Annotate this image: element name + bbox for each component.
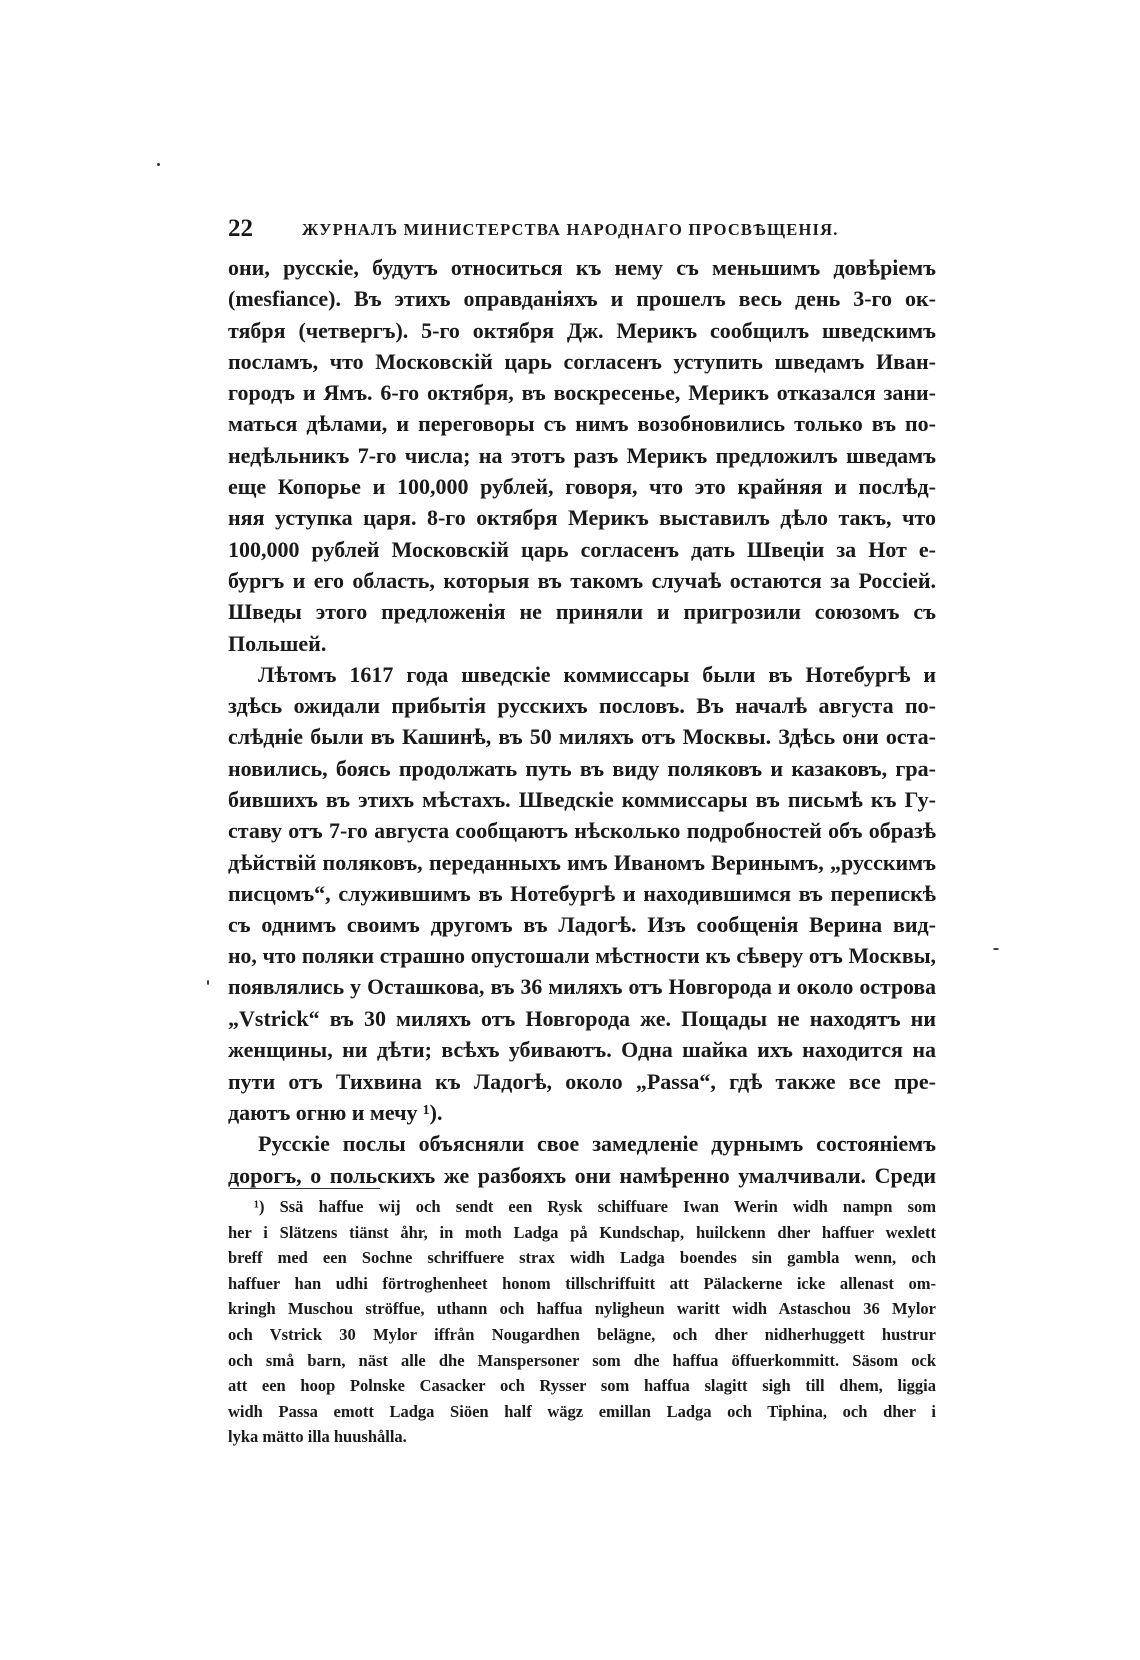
- text-line: (mesfiance). Въ этихъ оправданіяхъ и прошелъ весь день 3-го ок-: [228, 286, 936, 312]
- text-line: Польшей.: [228, 630, 327, 656]
- text-line: новились, боясь продолжать путь въ виду поляковъ и казаковъ, гра-: [228, 755, 936, 781]
- text-line: Русскіе послы объясняли свое замедленіе дурнымъ состояніемъ: [258, 1131, 936, 1157]
- footnote-line: att een hoop Polnske Casacker och Rysser som haffua slagitt sigh till dhem, liggia: [228, 1376, 936, 1396]
- dust-speck: [993, 948, 999, 950]
- footnote-divider: [230, 1188, 380, 1189]
- text-line: пути отъ Тихвина къ Ладогѣ, около „Passa“, гдѣ также все пре-: [228, 1068, 936, 1094]
- text-line: писцомъ“, служившимъ въ Нотебургѣ и находившимся въ перепискѣ: [228, 880, 936, 906]
- page-header: [228, 214, 936, 244]
- running-title: ЖУРНАЛЪ МИНИСТЕРСТВА НАРОДНАГО ПРОСВѢЩЕНІЯ.: [302, 220, 839, 239]
- text-line: городъ и Ямъ. 6-го октября, въ воскресенье, Мерикъ отказался зани-: [228, 380, 936, 406]
- text-line: посламъ, что Московскій царь согласенъ уступить шведамъ Иван-: [228, 348, 936, 374]
- footnote-line: breff med een Sochne schriffuere strax widh Ladga boendes sin gambla wenn, och: [228, 1248, 936, 1268]
- dust-speck: [207, 980, 209, 985]
- text-line: но, что поляки страшно опустошали мѣстности къ сѣверу отъ Москвы,: [228, 943, 936, 968]
- text-line: слѣдніе были въ Кашинѣ, въ 50 миляхъ отъ Москвы. Здѣсь они оста-: [228, 724, 936, 750]
- footnote-line: widh Passa emott Ladga Siöen half wägz emillan Ladga och Tiphina, och dher i: [228, 1401, 936, 1421]
- footnote-line: och små barn, näst alle dhe Manspersoner som dhe haffua öffuerkommitt. Säsom ock: [228, 1350, 936, 1370]
- main-text: [228, 252, 936, 1191]
- text-line: 100,000 рублей Московскій царь согласенъ дать Швеціи за Нот е-: [228, 536, 936, 562]
- text-line: здѣсь ожидали прибытія русскихъ пословъ. Въ началѣ августа по-: [228, 693, 936, 719]
- footnote-line: ¹) Ssä haffue wij och sendt een Rysk schiffuare Iwan Werin widh nampn som: [254, 1197, 936, 1216]
- footnote-line: haffuer han udhi förtroghenheet honom tillschriffuitt att Pälackerne icke allenast om-: [228, 1273, 936, 1293]
- text-line: съ однимъ своимъ другомъ въ Ладогѣ. Изъ сообщенія Верина вид-: [228, 912, 936, 938]
- text-line: Лѣтомъ 1617 года шведскіе коммиссары были въ Нотебургѣ и: [258, 661, 936, 687]
- text-line: тября (четвергъ). 5-го октября Дж. Мерикъ сообщилъ шведскимъ: [228, 317, 936, 343]
- footnote-line: kringh Muschou ströffue, uthann och haffua nyligheun waritt widh Astaschou 36 Mylor: [228, 1299, 936, 1319]
- text-line: дѣйствій поляковъ, переданныхъ имъ Иваномъ Веринымъ, „русскимъ: [228, 849, 936, 875]
- text-line: „Vstrick“ въ 30 миляхъ отъ Новгорода же. Пощады не находятъ ни: [228, 1006, 936, 1032]
- footnote-line: her i Slätzens tiänst åhr, in moth Ladga på Kundschap, huilckenn dher haffuer wexlett: [228, 1222, 936, 1242]
- text-line: Шведы этого предложенія не приняли и пригрозили союзомъ съ: [228, 599, 936, 625]
- text-line: появлялись у Осташкова, въ 36 миляхъ отъ Новгорода и около острова: [228, 974, 936, 999]
- text-line: женщины, ни дѣти; всѣхъ убиваютъ. Одна шайка ихъ находится на: [228, 1037, 936, 1063]
- footnote-block: [228, 1194, 936, 1450]
- page-number: 22: [228, 215, 253, 242]
- footnote-line: lyka mätto illa huushålla.: [228, 1427, 407, 1447]
- text-line: даютъ огню и мечу ¹).: [228, 1100, 443, 1126]
- text-line: еще Копорье и 100,000 рублей, говоря, что это крайняя и послѣд-: [228, 474, 936, 500]
- text-line: ставу отъ 7-го августа сообщаютъ нѣсколько подробностей объ образѣ: [228, 818, 936, 844]
- text-line: они, русскіе, будутъ относиться къ нему съ меньшимъ довѣріемъ: [228, 255, 936, 280]
- footnote-line: och Vstrick 30 Mylor iffrån Nougardhen belägne, och dher nidherhuggett hustrur: [228, 1324, 936, 1344]
- text-line: недѣльникъ 7-го числа; на этотъ разъ Мерикъ предложилъ шведамъ: [228, 442, 936, 468]
- dust-speck: [157, 163, 160, 166]
- text-line: бургъ и его область, которыя въ такомъ случаѣ остаются за Россіей.: [228, 567, 936, 593]
- text-line: маться дѣлами, и переговоры съ нимъ возобновились только въ по-: [228, 411, 936, 437]
- text-line: дорогъ, о польскихъ же разбояхъ они намѣренно умалчивали. Среди: [228, 1162, 936, 1188]
- text-line: няя уступка царя. 8-го октября Мерикъ выставилъ дѣло такъ, что: [228, 505, 936, 531]
- text-line: бившихъ въ этихъ мѣстахъ. Шведскіе коммиссары въ письмѣ къ Гу-: [228, 787, 936, 813]
